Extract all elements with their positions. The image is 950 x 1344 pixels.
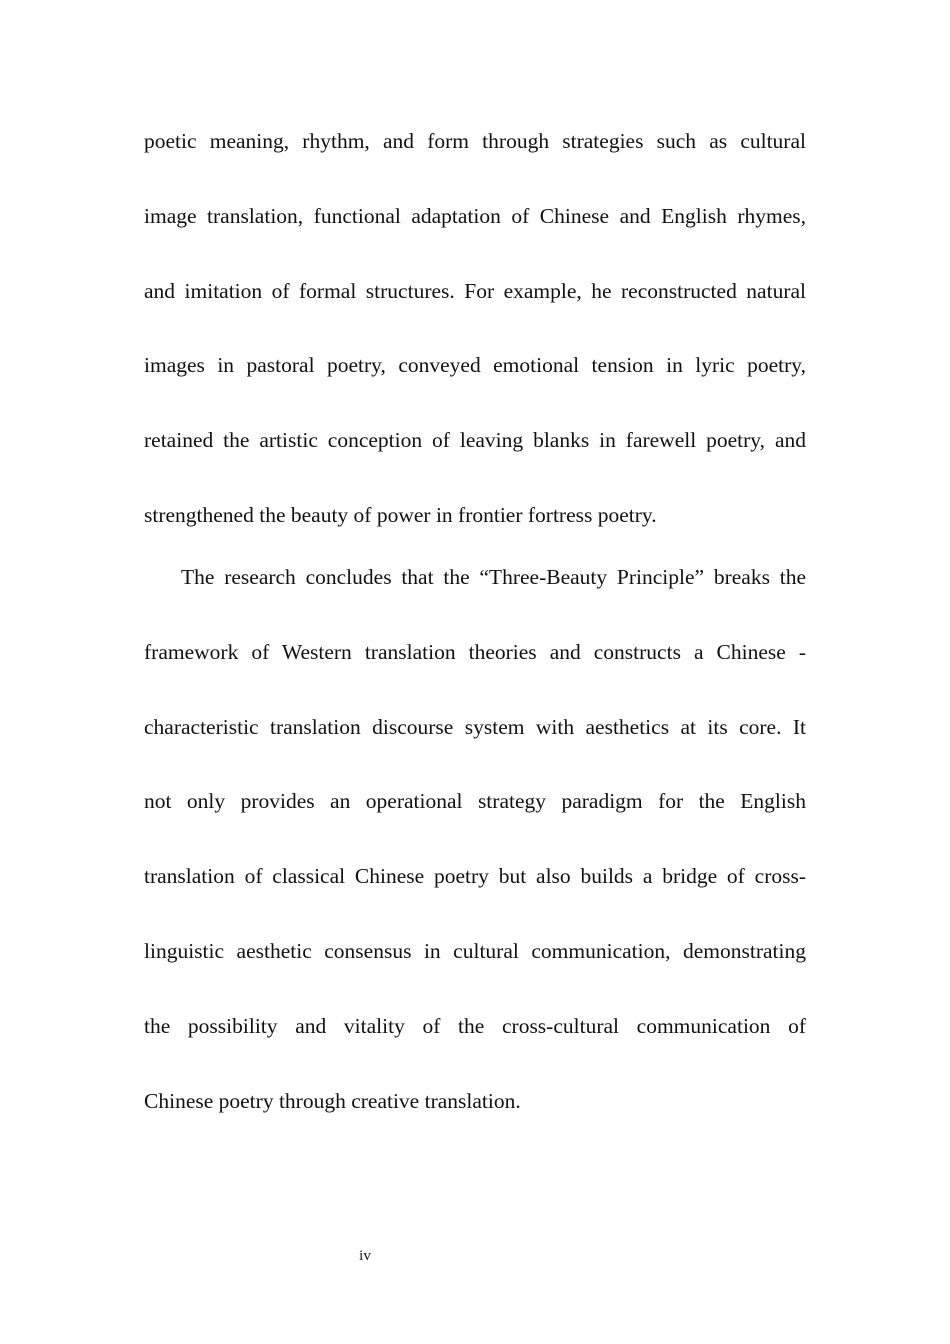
text-line: characteristic translation discourse system with aesthetics at its core. It [144,714,806,739]
text-line: The research concludes that the “Three-Beauty Principle” breaks the [181,565,806,589]
text-line: not only provides an operational strategy paradigm for the English [144,789,806,814]
paragraph-continued [144,126,806,530]
text-line: and imitation of formal structures. For example, he reconstructed natural [144,278,806,303]
text-line: translation of classical Chinese poetry but also builds a bridge of cross- [144,864,806,889]
text-line: framework of Western translation theories and constructs a Chinese - [144,639,806,664]
text-line: images in pastoral poetry, conveyed emotional tension in lyric poetry, [144,353,806,378]
text-line: poetic meaning, rhythm, and form through strategies such as cultural [144,129,806,153]
text-line: linguistic aesthetic consensus in cultural communication, demonstrating [144,938,806,963]
text-line: image translation, functional adaptation of Chinese and English rhymes, [144,203,806,228]
text-line: Chinese poetry through creative translation. [144,1088,521,1113]
text-line: the possibility and vitality of the cross-cultural communication of [144,1013,806,1038]
text-line: strengthened the beauty of power in frontier fortress poetry. [144,502,657,527]
page-number: iv [359,1248,371,1264]
paragraph-conclusion [144,562,806,1116]
text-line: retained the artistic conception of leaving blanks in farewell poetry, and [144,428,806,453]
